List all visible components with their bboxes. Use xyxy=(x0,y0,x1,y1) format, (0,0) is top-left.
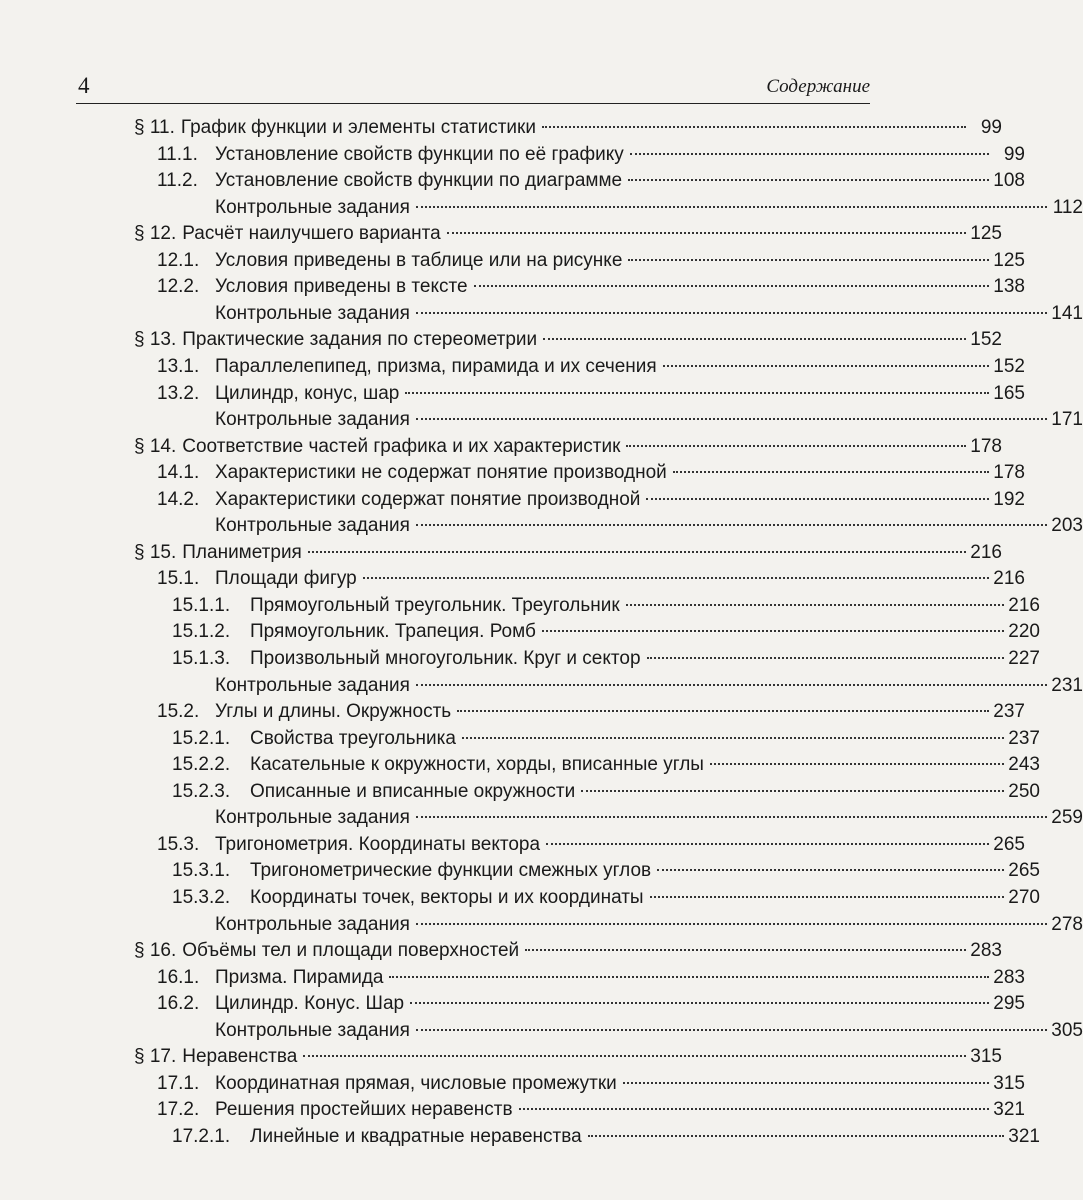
toc-entry-number: § 15. xyxy=(134,541,177,563)
toc-entry-number: 17.2.1. xyxy=(172,1125,231,1147)
toc-entry-number: 14.1. xyxy=(157,462,200,484)
toc-entry-number: § 12. xyxy=(134,223,177,245)
dot-leader xyxy=(623,1082,989,1084)
toc-entry-title: Характеристики содержат понятие производной xyxy=(215,488,641,510)
toc-entry-page: 125 xyxy=(970,223,1002,245)
dot-leader xyxy=(543,338,966,340)
dot-leader xyxy=(663,365,989,367)
toc-entry-page: 165 xyxy=(993,382,1025,404)
dot-leader xyxy=(363,577,989,579)
toc-entry-page: 270 xyxy=(1008,886,1040,908)
toc-entry xyxy=(0,726,1040,753)
toc-entry-number: 15.1. xyxy=(157,568,200,590)
dot-leader xyxy=(646,498,989,500)
toc-entry-number: 15.1.3. xyxy=(172,648,231,669)
toc-entry-page: 152 xyxy=(970,329,1002,351)
toc-entry-title: Произвольный многоугольник. Круг и сектор xyxy=(250,648,641,669)
toc-entry-page: 220 xyxy=(1008,621,1040,643)
toc-entry-title: Контрольные задания xyxy=(215,302,410,324)
dot-leader xyxy=(525,949,966,951)
toc-entry-title: Описанные и вписанные окружности xyxy=(250,780,576,802)
dot-leader xyxy=(710,763,1004,765)
toc-entry xyxy=(0,195,1083,222)
toc-entry xyxy=(0,168,1025,195)
dot-leader xyxy=(581,790,1004,792)
toc-entry-number: 11.1. xyxy=(157,143,198,165)
dot-leader xyxy=(416,418,1047,420)
dot-leader xyxy=(389,976,989,978)
dot-leader xyxy=(630,153,989,155)
toc-entry xyxy=(0,354,1025,381)
toc-entry xyxy=(0,752,1040,779)
dot-leader xyxy=(647,657,1004,659)
toc-entry xyxy=(0,407,1083,434)
toc-entry-title: Контрольные задания xyxy=(215,409,410,431)
toc-entry-page: 178 xyxy=(993,462,1025,484)
toc-entry xyxy=(0,1124,1040,1151)
toc-entry-title: Контрольные задания xyxy=(215,1019,410,1041)
toc-entry-title: Контрольные задания xyxy=(215,807,410,829)
toc-entry-number: 14.2. xyxy=(157,488,200,510)
page-number: 4 xyxy=(78,73,90,98)
toc-entry-title: Координатная прямая, числовые промежутки xyxy=(215,1072,617,1094)
toc-entry-page: 237 xyxy=(993,701,1025,723)
toc-entry-title: Цилиндр. Конус. Шар xyxy=(215,993,405,1015)
toc-entry-title: Условия приведены в тексте xyxy=(215,276,468,298)
toc-entry-title: Углы и длины. Окружность xyxy=(215,701,452,723)
dot-leader xyxy=(657,869,1004,871)
toc-entry-page: 265 xyxy=(1008,860,1040,882)
toc-entry xyxy=(0,566,1025,593)
toc-entry xyxy=(0,832,1025,859)
toc-entry-title: Параллелепипед, призма, пирамида и их сечения xyxy=(215,355,657,377)
toc-entry-number: 15.1.1. xyxy=(172,594,231,616)
dot-leader xyxy=(416,684,1047,686)
toc-entry-title: Решения простейших неравенств xyxy=(215,1099,513,1121)
dot-leader xyxy=(405,392,989,394)
toc-entry xyxy=(0,513,1083,540)
dot-leader xyxy=(519,1108,989,1110)
dot-leader xyxy=(462,737,1004,739)
toc-entry-title: Контрольные задания xyxy=(215,515,410,537)
toc-entry-page: 152 xyxy=(993,355,1025,377)
dot-leader xyxy=(303,1055,966,1057)
toc-entry xyxy=(0,301,1083,328)
toc-entry xyxy=(0,1071,1025,1098)
toc-entry xyxy=(0,619,1040,646)
toc-entry-page: 259 xyxy=(1051,807,1083,829)
toc-entry-number: § 11. xyxy=(134,117,175,138)
toc-entry-number: 13.2. xyxy=(157,382,200,404)
toc-entry-title: Установление свойств функции по её графику xyxy=(215,143,624,165)
toc-entry-number: 17.2. xyxy=(157,1099,200,1121)
toc-entry-number: 15.3.1. xyxy=(172,860,231,882)
toc-entry-number: 15.2.2. xyxy=(172,754,231,776)
toc-entry xyxy=(0,885,1040,912)
toc-entry-title: Практические задания по стереометрии xyxy=(182,329,538,351)
toc-entry-page: 99 xyxy=(1003,143,1025,165)
dot-leader xyxy=(626,604,1004,606)
dot-leader xyxy=(416,816,1047,818)
toc-entry-number: 13.1. xyxy=(157,355,200,377)
dot-leader xyxy=(416,206,1047,208)
toc-entry xyxy=(0,1044,1002,1071)
toc-entry xyxy=(0,1097,1025,1124)
toc-entry-title: Планиметрия xyxy=(182,541,302,563)
toc-entry xyxy=(0,434,1002,461)
toc-entry-number: 15.2.3. xyxy=(172,780,231,802)
toc-entry xyxy=(0,460,1025,487)
toc-entry xyxy=(0,274,1025,301)
toc-entry-number: 12.1. xyxy=(157,249,200,271)
toc-entry-number: 15.3.2. xyxy=(172,886,231,908)
toc-entry-page: 216 xyxy=(1008,594,1040,616)
toc-entry xyxy=(0,221,1002,248)
toc-entry xyxy=(0,115,1002,142)
toc-entry xyxy=(0,673,1083,700)
toc-entry-title: Цилиндр, конус, шар xyxy=(215,382,400,404)
toc-entry xyxy=(0,646,1040,673)
toc-entry xyxy=(0,965,1025,992)
toc-entry xyxy=(0,805,1083,832)
toc-entry-title: Прямоугольный треугольник. Треугольник xyxy=(250,594,620,616)
toc-entry-page: 203 xyxy=(1051,515,1083,537)
toc-entry-page: 315 xyxy=(993,1072,1025,1094)
toc-entry-title: Свойства треугольника xyxy=(250,727,456,749)
toc-entry-title: Площади фигур xyxy=(215,568,357,590)
toc-entry-title: Объёмы тел и площади поверхностей xyxy=(182,940,520,962)
toc-entry xyxy=(0,593,1040,620)
toc-entry-number: 12.2. xyxy=(157,276,200,298)
dot-leader xyxy=(542,126,966,128)
toc-entry-number: 15.3. xyxy=(157,833,200,855)
toc-entry xyxy=(0,779,1040,806)
toc-entry-title: Соответствие частей графика и их характеристик xyxy=(182,435,621,457)
dot-leader xyxy=(546,843,989,845)
dot-leader xyxy=(588,1135,1004,1137)
toc-entry-page: 283 xyxy=(970,940,1002,962)
toc-entry xyxy=(0,248,1025,275)
header-rule xyxy=(76,103,870,104)
toc-entry xyxy=(0,142,1025,169)
toc-entry-title: Установление свойств функции по диаграмме xyxy=(215,170,623,192)
toc-entry-title: Касательные к окружности, хорды, вписанные углы xyxy=(250,754,704,776)
toc-entry xyxy=(0,991,1025,1018)
toc-entry-page: 192 xyxy=(993,488,1025,510)
toc-entry-title: Контрольные задания xyxy=(215,196,410,218)
toc-entry-title: Тригонометрические функции смежных углов xyxy=(250,860,652,882)
toc-entry-title: Прямоугольник. Трапеция. Ромб xyxy=(250,621,536,643)
toc-entry-number: 17.1. xyxy=(157,1072,200,1094)
toc-entry-title: Неравенства xyxy=(182,1046,298,1068)
toc-entry-page: 305 xyxy=(1051,1019,1083,1041)
toc-entry-title: Условия приведены в таблице или на рисунке xyxy=(215,249,623,271)
toc-entry xyxy=(0,327,1002,354)
toc-entry-page: 125 xyxy=(993,249,1025,271)
toc-entry-title: Расчёт наилучшего варианта xyxy=(182,223,441,245)
toc-entry-page: 250 xyxy=(1008,780,1040,802)
toc-entry-number: 16.2. xyxy=(157,993,200,1015)
toc-entry-title: Призма. Пирамида xyxy=(215,966,384,988)
toc-entry-page: 295 xyxy=(993,993,1025,1015)
toc-entry-title: Линейные и квадратные неравенства xyxy=(250,1125,582,1147)
toc-entry-title: Координаты точек, векторы и их координаты xyxy=(250,886,644,908)
toc-entry-page: 237 xyxy=(1008,727,1040,749)
toc-entry-number: 16.1. xyxy=(157,966,200,988)
dot-leader xyxy=(628,179,989,181)
toc-entry-number: 15.1.2. xyxy=(172,621,231,643)
dot-leader xyxy=(542,630,1004,632)
toc-entry-number: § 13. xyxy=(134,329,177,351)
toc-entry-number: 11.2. xyxy=(157,170,198,192)
toc-entry-title: График функции и элементы статистики xyxy=(180,117,536,138)
dot-leader xyxy=(410,1002,989,1004)
toc-entry-page: 321 xyxy=(993,1099,1025,1121)
dot-leader xyxy=(447,232,966,234)
toc-entry-page: 141 xyxy=(1051,302,1083,324)
toc-entry-page: 315 xyxy=(970,1046,1002,1068)
toc-entry-page: 99 xyxy=(980,117,1002,138)
toc-entry-page: 278 xyxy=(1051,913,1083,935)
dot-leader xyxy=(474,285,989,287)
dot-leader xyxy=(673,471,989,473)
toc-entry-page: 171 xyxy=(1051,409,1083,431)
toc-entry xyxy=(0,912,1083,939)
dot-leader xyxy=(416,312,1047,314)
toc-entry-number: § 16. xyxy=(134,940,177,962)
dot-leader xyxy=(416,524,1047,526)
dot-leader xyxy=(650,896,1004,898)
toc-entry-title: Характеристики не содержат понятие производной xyxy=(215,462,667,484)
toc-entry xyxy=(0,381,1025,408)
running-title: Содержание xyxy=(766,76,870,97)
dot-leader xyxy=(626,445,966,447)
toc-entry-page: 243 xyxy=(1008,754,1040,776)
toc-entry-page: 265 xyxy=(993,833,1025,855)
toc-entry-page: 112 xyxy=(1052,196,1083,218)
toc-entry xyxy=(0,938,1002,965)
toc-entry-page: 138 xyxy=(993,276,1025,298)
toc-entry xyxy=(0,858,1040,885)
toc-entry xyxy=(0,487,1025,514)
toc-entry-page: 108 xyxy=(993,170,1025,192)
toc-entry-title: Тригонометрия. Координаты вектора xyxy=(215,833,541,855)
dot-leader xyxy=(457,710,989,712)
toc-entry-page: 321 xyxy=(1008,1125,1040,1147)
toc-entry-number: § 14. xyxy=(134,435,177,457)
toc-entry-title: Контрольные задания xyxy=(215,913,410,935)
dot-leader xyxy=(416,923,1047,925)
toc-entry xyxy=(0,540,1002,567)
dot-leader xyxy=(308,551,966,553)
toc-entry-number: 15.2. xyxy=(157,701,200,723)
dot-leader xyxy=(628,259,989,261)
toc-entry-page: 227 xyxy=(1008,648,1040,669)
toc-entry xyxy=(0,1018,1083,1045)
toc-entry-page: 283 xyxy=(993,966,1025,988)
dot-leader xyxy=(416,1029,1047,1031)
toc-entry-page: 216 xyxy=(970,541,1002,563)
toc-entry xyxy=(0,699,1025,726)
toc-entry-title: Контрольные задания xyxy=(215,674,410,696)
toc-entry-number: 15.2.1. xyxy=(172,727,231,749)
toc-entry-page: 178 xyxy=(970,435,1002,457)
toc-entry-page: 216 xyxy=(993,568,1025,590)
toc-entry-page: 231 xyxy=(1051,674,1083,696)
toc-entry-number: § 17. xyxy=(134,1046,177,1068)
